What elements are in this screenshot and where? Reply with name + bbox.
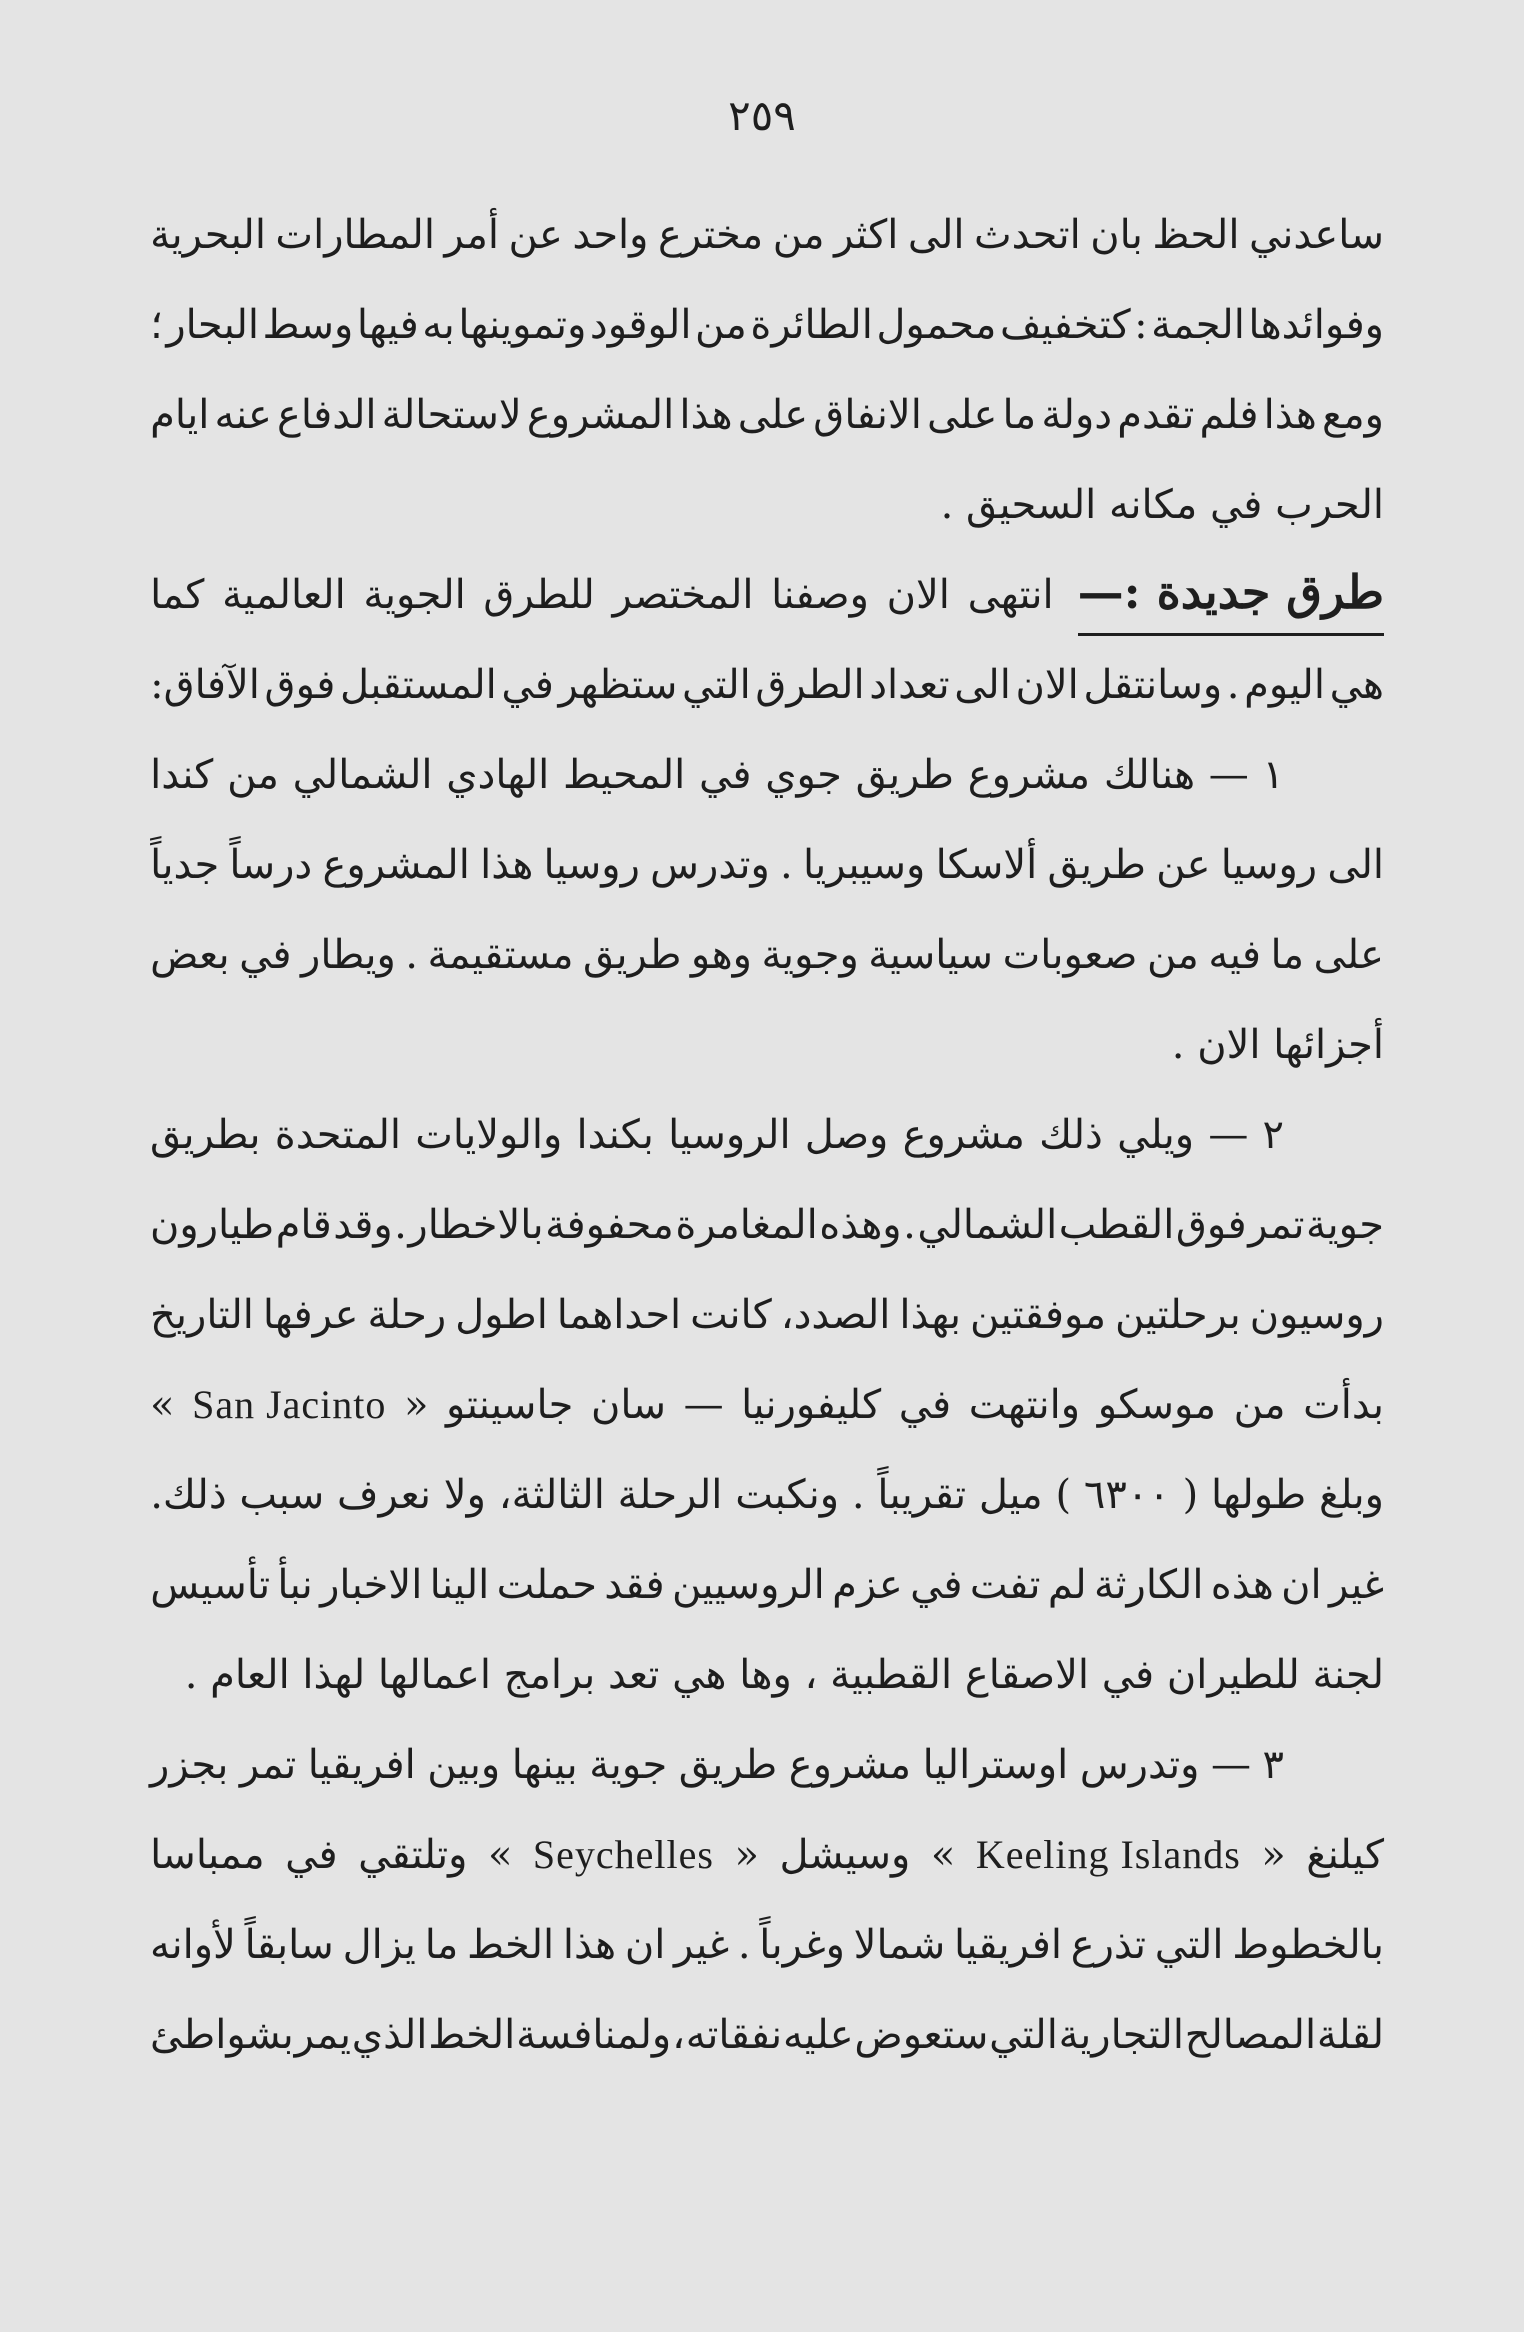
word: الخط <box>467 1922 555 1968</box>
word: عن <box>508 212 563 258</box>
word: وصفنا <box>771 572 869 618</box>
word: سبب <box>239 1472 325 1518</box>
word: المشروع <box>322 842 470 888</box>
word: سابقاً <box>244 1922 334 1968</box>
word: — <box>1208 1112 1249 1158</box>
word: جدياً <box>150 842 220 888</box>
word: — <box>1210 1742 1251 1788</box>
word: ونكبت <box>735 1472 840 1518</box>
word: تذرع <box>1070 1922 1147 1968</box>
word: والولايات <box>415 1112 563 1158</box>
word: كليفورنيا <box>741 1382 882 1428</box>
word: . <box>1226 662 1240 708</box>
word: ٢ <box>1262 1112 1284 1158</box>
word: التي <box>682 662 751 708</box>
word: مخترع <box>657 212 764 258</box>
word: ان <box>1281 1562 1322 1608</box>
text-line <box>150 1990 1384 2080</box>
word: عنه <box>214 392 272 438</box>
word: على <box>737 392 809 438</box>
word: . <box>737 1922 751 1968</box>
word: يمر <box>294 2012 351 2058</box>
word: وجوية <box>761 932 859 978</box>
text-line <box>150 190 1384 280</box>
word: « <box>734 1832 759 1878</box>
word: بدأت <box>1303 1382 1384 1428</box>
word: طيارون <box>150 1202 275 1248</box>
word: محمول <box>876 302 997 348</box>
word: ( <box>1182 1472 1199 1518</box>
word: هذه <box>1210 1562 1274 1608</box>
word: في <box>285 1832 338 1878</box>
word: الانفاق <box>813 392 922 438</box>
page-number: ٢٥٩ <box>728 91 796 140</box>
word: احداهما <box>556 1292 682 1338</box>
word: ايام <box>150 392 210 438</box>
word: انتهى <box>967 572 1054 618</box>
word: لقلة <box>1316 2012 1384 2058</box>
word: وبلغ <box>1319 1472 1384 1518</box>
word: المغامرة <box>675 1202 818 1248</box>
text-line <box>150 1180 1384 1270</box>
word: عزم <box>832 1562 903 1608</box>
word: اتحدث <box>973 212 1081 258</box>
word: تأسيس <box>150 1562 271 1608</box>
word: بكندا <box>576 1112 654 1158</box>
word: . <box>405 932 418 978</box>
word: ويلي <box>1117 1112 1195 1158</box>
word: روسيا <box>543 842 640 888</box>
word: عليه <box>782 2012 854 2058</box>
word: الشمالي <box>292 752 433 798</box>
word: Seychelles <box>532 1832 714 1877</box>
word: الجوية <box>363 572 466 618</box>
word: من <box>1233 1382 1286 1428</box>
word: الى <box>907 212 965 258</box>
word: وتموينها <box>458 302 587 348</box>
word: لأوانه <box>150 1922 236 1968</box>
word: هي <box>1329 662 1384 708</box>
word: لاستحالة <box>381 392 522 438</box>
word: جوية <box>1306 1202 1384 1248</box>
word: موفقتين <box>970 1292 1107 1338</box>
word: البحرية <box>150 212 266 258</box>
word: تعداد <box>869 662 950 708</box>
word: ١ <box>1262 752 1284 798</box>
word: اليوم <box>1244 662 1325 708</box>
text-line <box>150 1540 1384 1630</box>
word: فوق <box>1175 1202 1247 1248</box>
word: في <box>239 932 292 978</box>
word: وسط <box>262 302 354 348</box>
word: روسيون <box>1249 1292 1384 1338</box>
word: فقد <box>604 1562 665 1608</box>
word: Keeling Islands <box>975 1832 1241 1877</box>
word: وسيبريا <box>802 842 926 888</box>
word: مشروع <box>902 1112 1025 1158</box>
word: ذلك <box>1039 1112 1103 1158</box>
word: صعوبات <box>1002 932 1138 978</box>
word: ما <box>424 1922 459 1968</box>
word: يزال <box>342 1922 416 1968</box>
word: التي <box>989 2012 1058 2058</box>
word: الوقود <box>589 302 692 348</box>
word: وهذه <box>819 1202 902 1248</box>
text-line: الحرب في مكانه السحيق . <box>940 482 1384 528</box>
word: الى <box>1327 842 1384 888</box>
word: رحلة <box>367 1292 447 1338</box>
word: تمر <box>239 1742 297 1788</box>
word: هذا <box>1263 392 1317 438</box>
word: هذا <box>480 842 534 888</box>
text-line <box>150 1360 1384 1450</box>
word: وانتهت <box>968 1382 1081 1428</box>
word: ألاسكا <box>935 842 1038 888</box>
word: محفوفة <box>545 1202 674 1248</box>
word: » <box>930 1832 956 1878</box>
word: كانت <box>690 1292 772 1338</box>
word: . <box>851 1472 865 1518</box>
word: بشواطئ <box>150 2012 294 2058</box>
word: برحلتين <box>1115 1292 1241 1338</box>
text-line: أجزائها الان . <box>1171 1022 1384 1068</box>
word: طولها <box>1210 1472 1307 1518</box>
word: ولا <box>443 1472 486 1518</box>
text-line <box>150 1810 1384 1900</box>
word: الآفاق: <box>150 662 260 708</box>
word: » <box>150 1382 175 1428</box>
text-line <box>150 280 1384 370</box>
heading-line-text <box>150 550 1054 640</box>
word: — <box>1208 752 1249 798</box>
word: واحد <box>572 212 649 258</box>
word: الدفاع <box>277 392 377 438</box>
word: من <box>227 752 279 798</box>
word: — <box>683 1382 724 1428</box>
word: عرفها <box>262 1292 359 1338</box>
word: من <box>772 212 825 258</box>
word: في <box>699 752 752 798</box>
word: فوق <box>264 662 336 708</box>
word: الهادي <box>446 752 550 798</box>
word: كيلنغ <box>1306 1832 1384 1878</box>
word: من <box>694 302 747 348</box>
word: عن <box>1156 842 1211 888</box>
word: وبين <box>427 1742 501 1788</box>
word: افريقيا <box>954 1922 1062 1968</box>
word: » <box>487 1832 513 1878</box>
text-line <box>150 1720 1384 1810</box>
word: أمر <box>444 212 500 258</box>
word: غير <box>674 1922 730 1968</box>
word: San Jacinto <box>192 1382 387 1427</box>
word: بطريق <box>150 1112 261 1158</box>
word: التاريخ <box>150 1292 254 1338</box>
word: كندا <box>150 752 214 798</box>
section-heading-line <box>150 550 1384 640</box>
word: للطرق <box>483 572 595 618</box>
word: : <box>1134 302 1148 348</box>
word: مستقيمة <box>427 932 574 978</box>
word: ) <box>1055 1472 1072 1518</box>
word: . <box>394 1202 407 1248</box>
word: وسانتقل <box>1083 662 1223 708</box>
word: الان <box>1015 662 1079 708</box>
word: . <box>780 842 793 888</box>
word: وتدرس <box>650 842 770 888</box>
word: القطب <box>1058 1202 1175 1248</box>
word: غير <box>1328 1562 1384 1608</box>
word: اكثر <box>834 212 899 258</box>
word: الكارثة <box>1093 1562 1204 1608</box>
word: تفت <box>969 1562 1041 1608</box>
text-line: لجنة للطيران في الاصقاع القطبية ، وها هي تعد برامج اعمالها لهذا العام . <box>184 1652 1384 1698</box>
word: الاخبار <box>320 1562 423 1608</box>
word: ما <box>1002 392 1037 438</box>
word: ستظهر <box>558 662 678 708</box>
word: الروسيين <box>671 1562 825 1608</box>
word: بعض <box>150 932 230 978</box>
word: سان <box>590 1382 667 1428</box>
word: روسيا <box>1220 842 1318 888</box>
word: سياسية <box>868 932 994 978</box>
word: بهذا <box>899 1292 962 1338</box>
word: اطول <box>455 1292 548 1338</box>
section-heading: طرق جديدة :— <box>1078 557 1384 636</box>
word: وتدرس <box>1079 1742 1200 1788</box>
word: وصل <box>804 1112 889 1158</box>
body-text <box>150 190 1384 2080</box>
word: بجزر <box>150 1742 229 1788</box>
word: بالخطوط <box>1232 1922 1384 1968</box>
word: بينها <box>511 1742 578 1788</box>
word: ان <box>624 1922 666 1968</box>
word: نعرف <box>337 1472 432 1518</box>
word: . <box>903 1202 916 1248</box>
word: طريق <box>583 932 682 978</box>
word: لم <box>1047 1562 1087 1608</box>
word: الصدد، <box>780 1292 891 1338</box>
word: جوية <box>589 1742 668 1788</box>
word: « <box>1261 1832 1286 1878</box>
word: تقريباً <box>877 1472 967 1518</box>
word: درساً <box>229 842 313 888</box>
text-line <box>150 640 1384 730</box>
text-line <box>150 1270 1384 1360</box>
word: الذي <box>351 2012 428 2058</box>
word: طريق <box>678 1742 778 1788</box>
word: الان <box>886 572 950 618</box>
word: هنالك <box>1103 752 1196 798</box>
word: كما <box>150 572 205 618</box>
word: الثالثة، <box>498 1472 605 1518</box>
word: الشمالي <box>917 1202 1058 1248</box>
word: الطرق <box>755 662 865 708</box>
word: المتحدة <box>274 1112 402 1158</box>
word: بالاخطار <box>408 1202 544 1248</box>
word: جوي <box>765 752 842 798</box>
word: البحار <box>166 302 260 348</box>
text-line <box>150 370 1384 460</box>
word: الجمة <box>1151 302 1245 348</box>
word: فيها <box>356 302 419 348</box>
word: ميل <box>978 1472 1043 1518</box>
word: ولمنافسة <box>516 2012 672 2058</box>
word: الينا <box>429 1562 490 1608</box>
word: التي <box>1154 1922 1224 1968</box>
text-line <box>150 820 1384 910</box>
word: بان <box>1090 212 1143 258</box>
word: هذا <box>562 1922 617 1968</box>
word: من <box>1146 932 1199 978</box>
word: ومع <box>1321 392 1384 438</box>
word: نفقاته <box>685 2012 783 2058</box>
word: جاسينتو <box>446 1382 574 1428</box>
word: المستقبل <box>340 662 497 708</box>
word: قام <box>275 1202 332 1248</box>
word: ذلك. <box>150 1472 227 1518</box>
word: المصالح <box>1184 2012 1317 2058</box>
word: طريق <box>1047 842 1146 888</box>
word: الحظ <box>1152 212 1240 258</box>
word: مشروع <box>967 752 1091 798</box>
word: به <box>422 302 455 348</box>
word: في <box>501 662 554 708</box>
word: طريق <box>855 752 955 798</box>
word: الخط <box>428 2012 516 2058</box>
word: العالمية <box>222 572 346 618</box>
word: التجارية <box>1058 2012 1184 2058</box>
word: على <box>926 392 998 438</box>
word: وقد <box>333 1202 393 1248</box>
word: مشروع <box>788 1742 912 1788</box>
word: الى <box>954 662 1011 708</box>
word: شمالا <box>853 1922 946 1968</box>
word: ٦٣٠٠ <box>1083 1472 1170 1518</box>
word: ويطار <box>301 932 396 978</box>
text-line <box>150 910 1384 1000</box>
word: كتخفيف <box>999 302 1131 348</box>
word: في <box>898 1382 952 1428</box>
word: ساعدني <box>1248 212 1384 258</box>
word: هذا <box>679 392 733 438</box>
word: المطارات <box>275 212 435 258</box>
word: تمر <box>1248 1202 1305 1248</box>
word: ستعوض <box>854 2012 989 2058</box>
text-line <box>150 1900 1384 1990</box>
word: الروسيا <box>668 1112 791 1158</box>
word: في <box>910 1562 963 1608</box>
word: نبأ <box>277 1562 313 1608</box>
word: ؛ <box>150 302 163 348</box>
word: وتلتقي <box>358 1832 468 1878</box>
word: وهو <box>690 932 752 978</box>
text-line <box>150 1450 1384 1540</box>
word: فيه <box>1208 932 1261 978</box>
word: تقدم <box>1117 392 1195 438</box>
word: المشروع <box>526 392 675 438</box>
word: افريقيا <box>307 1742 416 1788</box>
word: اوستراليا <box>922 1742 1069 1788</box>
word: ما <box>1270 932 1305 978</box>
word: وسيشل <box>779 1832 911 1878</box>
text-line <box>150 1090 1384 1180</box>
word: الرحلة <box>617 1472 723 1518</box>
word: المختصر <box>612 572 754 618</box>
word: وغرباً <box>759 1922 845 1968</box>
word: ٣ <box>1262 1742 1284 1788</box>
word: ممباسا <box>150 1832 265 1878</box>
word: على <box>1313 932 1384 978</box>
word: موسكو <box>1097 1382 1217 1428</box>
word: حملت <box>496 1562 597 1608</box>
text-line <box>150 730 1384 820</box>
word: فلم <box>1199 392 1259 438</box>
word: ، <box>672 2012 685 2058</box>
word: « <box>403 1382 429 1428</box>
word: المحيط <box>562 752 686 798</box>
word: الطائرة <box>750 302 873 348</box>
word: دولة <box>1041 392 1113 438</box>
word: وفوائدها <box>1248 302 1384 348</box>
